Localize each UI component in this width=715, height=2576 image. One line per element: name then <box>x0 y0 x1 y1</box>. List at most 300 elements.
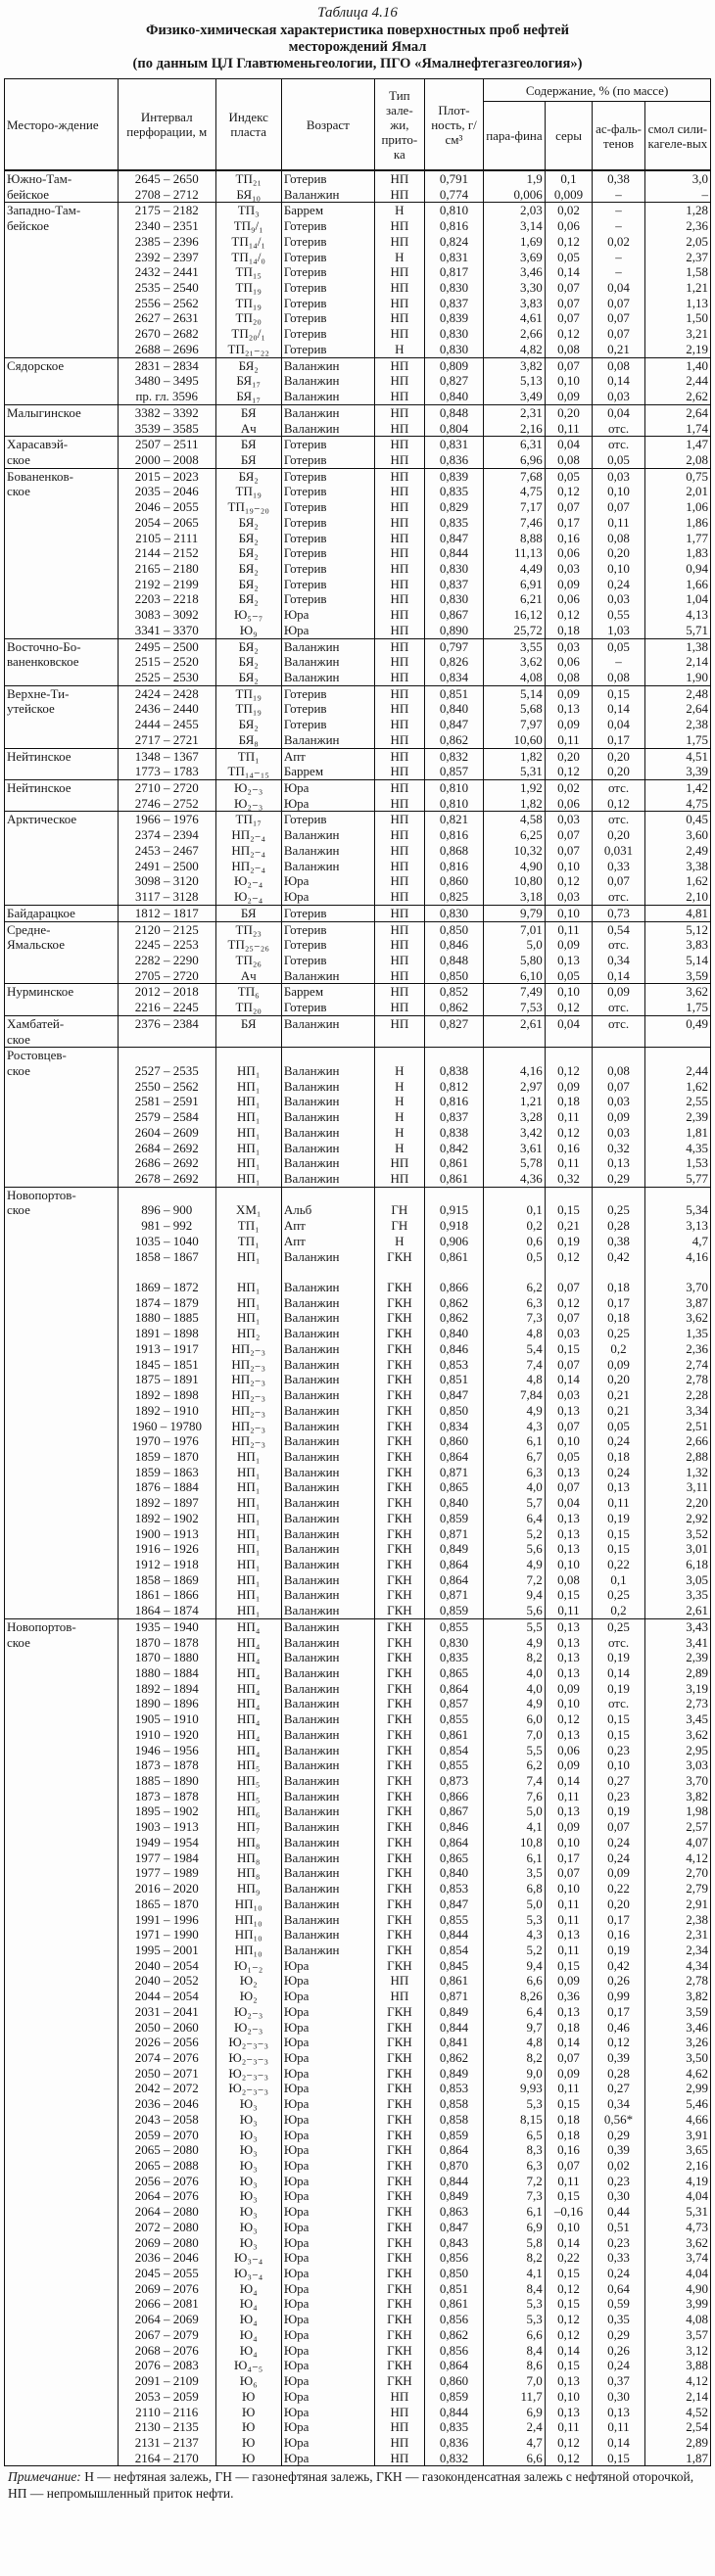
cell-sulfur: 0,14 <box>545 2235 593 2251</box>
cell-asphaltenes: 0,23 <box>593 2174 644 2189</box>
cell-paraffin: 8,2 <box>484 1650 546 1665</box>
cell-type: НП <box>374 968 424 984</box>
cell-field <box>5 1681 119 1697</box>
cell-type: ГКН <box>374 1927 424 1943</box>
cell-paraffin: 5,0 <box>484 937 546 953</box>
header-asphaltenes: ас-фаль-тенов <box>593 102 644 170</box>
cell-sulfur: 0,13 <box>545 2004 593 2020</box>
cell-index: НП₄ <box>215 1650 281 1665</box>
cell-paraffin: 5,13 <box>484 373 546 389</box>
table-row <box>5 607 711 623</box>
cell-paraffin: 4,9 <box>484 1635 546 1651</box>
cell-field: ское <box>5 1063 119 1079</box>
table-row <box>5 905 711 921</box>
cell-paraffin: 9,79 <box>484 905 546 921</box>
cell-index: НП₁ <box>215 1155 281 1171</box>
cell-paraffin: 6,91 <box>484 577 546 592</box>
cell-density: 0,844 <box>424 2020 483 2036</box>
cell-interval: 1873 – 1878 <box>118 1757 215 1773</box>
cell-resins: 4,90 <box>644 2281 710 2297</box>
cell-asphaltenes: 0,44 <box>593 2204 644 2220</box>
cell-asphaltenes: 0,19 <box>593 1681 644 1697</box>
cell-type: Н <box>374 1094 424 1109</box>
table-row <box>5 2250 711 2266</box>
cell-paraffin: 7,6 <box>484 1789 546 1804</box>
cell-resins: 4,07 <box>644 1835 710 1850</box>
cell-resins: – <box>644 187 710 203</box>
cell-interval: 2067 – 2079 <box>118 2327 215 2343</box>
cell-interval: 1946 – 1956 <box>118 1743 215 1758</box>
cell-sulfur: 0,11 <box>545 2081 593 2096</box>
cell-type <box>374 1187 424 1202</box>
cell-asphaltenes: 0,28 <box>593 1218 644 1234</box>
cell-interval: 1892 – 1898 <box>118 1387 215 1403</box>
cell-asphaltenes: отс. <box>593 1696 644 1711</box>
cell-resins: 1,13 <box>644 296 710 311</box>
cell-interval: 3382 – 3392 <box>118 404 215 420</box>
cell-sulfur: 0,09 <box>545 685 593 701</box>
cell-resins: 1,75 <box>644 732 710 748</box>
cell-sulfur <box>545 1187 593 1202</box>
cell-field: Новопортов- <box>5 1618 119 1634</box>
cell-type: ГКН <box>374 2296 424 2312</box>
cell-resins: 2,61 <box>644 1603 710 1618</box>
cell-field <box>5 1881 119 1897</box>
cell-field <box>5 1341 119 1357</box>
cell-interval: 2064 – 2076 <box>118 2188 215 2204</box>
cell-index: БЯ₂ <box>215 638 281 654</box>
cell-type: НП <box>374 780 424 796</box>
cell-resins: 4,13 <box>644 607 710 623</box>
table-row <box>5 873 711 889</box>
cell-index: Ю₃₋₄ <box>215 2250 281 2266</box>
cell-index: БЯ₂ <box>215 654 281 670</box>
cell-age: Апт <box>281 748 374 764</box>
cell-type: ГКН <box>374 2343 424 2359</box>
cell-sulfur: 0,09 <box>545 1973 593 1989</box>
cell-sulfur: 0,13 <box>545 953 593 968</box>
cell-resins: 2,91 <box>644 1897 710 1912</box>
table-row <box>5 2066 711 2082</box>
cell-resins: 4,73 <box>644 2220 710 2235</box>
cell-asphaltenes: 0,04 <box>593 717 644 732</box>
table-row <box>5 1479 711 1495</box>
cell-index: НП₂₋₄ <box>215 827 281 843</box>
cell-field <box>5 2358 119 2373</box>
cell-interval: 2131 – 2137 <box>118 2435 215 2451</box>
cell-asphaltenes: 0,21 <box>593 1403 644 1419</box>
table-row <box>5 937 711 953</box>
cell-field <box>5 326 119 342</box>
cell-density: 0,830 <box>424 1635 483 1651</box>
cell-sulfur: 0,13 <box>545 1727 593 1743</box>
cell-paraffin: 4,75 <box>484 484 546 499</box>
cell-field: Байдарацкое <box>5 905 119 921</box>
cell-density: 0,855 <box>424 1618 483 1634</box>
cell-resins: 2,92 <box>644 1511 710 1526</box>
cell-age: Валанжин <box>281 1835 374 1850</box>
cell-resins: 3,62 <box>644 1727 710 1743</box>
cell-interval: 981 – 992 <box>118 1218 215 1234</box>
cell-asphaltenes: 0,25 <box>593 1326 644 1341</box>
cell-age: Юра <box>281 2327 374 2343</box>
cell-age: Валанжин <box>281 1897 374 1912</box>
cell-interval: 1859 – 1870 <box>118 1449 215 1465</box>
table-title-line1: Физико-химическая характеристика поверхностных проб нефтей <box>145 23 570 38</box>
cell-sulfur: 0,13 <box>545 1618 593 1634</box>
cell-asphaltenes: 0,14 <box>593 373 644 389</box>
cell-asphaltenes: отс. <box>593 889 644 905</box>
cell-type: НП <box>374 452 424 468</box>
cell-index: Ю₂₋₃ <box>215 780 281 796</box>
cell-interval: 1880 – 1885 <box>118 1310 215 1326</box>
cell-asphaltenes: 0,24 <box>593 2358 644 2373</box>
cell-field <box>5 1743 119 1758</box>
cell-interval: 2203 – 2218 <box>118 591 215 607</box>
cell-interval: 1900 – 1913 <box>118 1526 215 1542</box>
cell-age: Баррем <box>281 764 374 779</box>
cell-type: ГКН <box>374 1635 424 1651</box>
cell-field: Харасавэй- <box>5 437 119 452</box>
cell-density: 0,864 <box>424 1572 483 1588</box>
table-row <box>5 326 711 342</box>
cell-paraffin: 3,83 <box>484 296 546 311</box>
cell-age: Готерив <box>281 218 374 234</box>
cell-index: НП₁ <box>215 1465 281 1480</box>
cell-age: Готерив <box>281 326 374 342</box>
table-title-line2: месторождений Ямал <box>288 39 427 55</box>
cell-index <box>215 1264 281 1280</box>
cell-interval: 2556 – 2562 <box>118 296 215 311</box>
cell-index: Ю₂₋₃₋₃ <box>215 2050 281 2066</box>
cell-sulfur: 0,07 <box>545 1865 593 1881</box>
cell-index: Ю₂₋₃ <box>215 796 281 812</box>
cell-index: НП₅ <box>215 1789 281 1804</box>
cell-index: НП₁₀ <box>215 1927 281 1943</box>
table-row <box>5 1094 711 1109</box>
cell-field <box>5 2235 119 2251</box>
cell-interval: 2031 – 2041 <box>118 2004 215 2020</box>
cell-paraffin: 5,3 <box>484 1912 546 1928</box>
cell-density: 0,831 <box>424 250 483 265</box>
cell-field <box>5 1218 119 1234</box>
cell-type: НП <box>374 561 424 577</box>
cell-field <box>5 1665 119 1681</box>
cell-field <box>5 1280 119 1295</box>
cell-density: 0,861 <box>424 1155 483 1171</box>
cell-density: 0,851 <box>424 685 483 701</box>
cell-paraffin: 4,3 <box>484 1419 546 1434</box>
cell-age: Готерив <box>281 280 374 296</box>
cell-interval: 2515 – 2520 <box>118 654 215 670</box>
cell-field <box>5 2343 119 2359</box>
cell-resins: 5,46 <box>644 2096 710 2112</box>
cell-age: Юра <box>281 2235 374 2251</box>
table-row <box>5 591 711 607</box>
cell-density: 0,830 <box>424 326 483 342</box>
cell-asphaltenes: 0,26 <box>593 2343 644 2359</box>
cell-sulfur: 0,14 <box>545 2035 593 2050</box>
cell-paraffin: 1,82 <box>484 748 546 764</box>
cell-resins: 1,04 <box>644 591 710 607</box>
cell-resins: 3,35 <box>644 1587 710 1603</box>
cell-type: НП <box>374 545 424 561</box>
cell-density: 0,774 <box>424 187 483 203</box>
cell-paraffin: 5,0 <box>484 1803 546 1819</box>
cell-density: 0,840 <box>424 1865 483 1881</box>
cell-interval: 2065 – 2088 <box>118 2158 215 2174</box>
cell-field <box>5 2451 119 2466</box>
cell-type: ГКН <box>374 1419 424 1434</box>
cell-field: ское <box>5 452 119 468</box>
cell-asphaltenes: 0,19 <box>593 1943 644 1958</box>
cell-age: Готерив <box>281 250 374 265</box>
cell-paraffin: 7,4 <box>484 1357 546 1373</box>
cell-sulfur: 0,13 <box>545 1403 593 1419</box>
cell-asphaltenes: 0,25 <box>593 1202 644 1218</box>
cell-density: 0,862 <box>424 2050 483 2066</box>
table-row <box>5 2174 711 2189</box>
cell-index: НП₂₋₃ <box>215 1372 281 1387</box>
cell-type: НП <box>374 591 424 607</box>
cell-type: ГКН <box>374 2250 424 2266</box>
cell-interval: 2040 – 2054 <box>118 1958 215 1974</box>
cell-resins: 0,94 <box>644 561 710 577</box>
cell-age: Готерив <box>281 342 374 357</box>
cell-asphaltenes: 0,07 <box>593 1819 644 1835</box>
cell-age: Валанжин <box>281 1125 374 1141</box>
cell-field <box>5 2281 119 2297</box>
table-row <box>5 2296 711 2312</box>
cell-interval: 2670 – 2682 <box>118 326 215 342</box>
cell-field <box>5 968 119 984</box>
table-row <box>5 2343 711 2359</box>
cell-field <box>5 1696 119 1711</box>
cell-field <box>5 1711 119 1727</box>
cell-interval: 1864 – 1874 <box>118 1603 215 1618</box>
cell-index: НП₁ <box>215 1449 281 1465</box>
table-row <box>5 1541 711 1557</box>
cell-density: 0,854 <box>424 1743 483 1758</box>
cell-paraffin: 7,17 <box>484 499 546 515</box>
cell-sulfur: 0,06 <box>545 796 593 812</box>
cell-resins: 2,28 <box>644 1387 710 1403</box>
cell-type: ГКН <box>374 1789 424 1804</box>
cell-interval: 1977 – 1984 <box>118 1850 215 1866</box>
cell-field <box>5 1295 119 1311</box>
table-row <box>5 1958 711 1974</box>
cell-sulfur: 0,10 <box>545 1696 593 1711</box>
cell-paraffin: 11,7 <box>484 2389 546 2405</box>
cell-sulfur: 0,06 <box>545 1743 593 1758</box>
cell-age: Готерив <box>281 531 374 546</box>
table-row <box>5 859 711 874</box>
cell-paraffin: 11,13 <box>484 545 546 561</box>
cell-interval: 1812 – 1817 <box>118 905 215 921</box>
table-row <box>5 1635 711 1651</box>
table-row <box>5 2204 711 2220</box>
cell-type: ГКН <box>374 2004 424 2020</box>
cell-paraffin: 5,31 <box>484 764 546 779</box>
cell-paraffin: 3,28 <box>484 1109 546 1125</box>
cell-paraffin: 5,7 <box>484 1495 546 1511</box>
cell-paraffin: 5,0 <box>484 1897 546 1912</box>
cell-asphaltenes: 0,18 <box>593 1280 644 1295</box>
cell-sulfur: 0,09 <box>545 1079 593 1095</box>
table-row <box>5 1757 711 1773</box>
table-row <box>5 1650 711 1665</box>
cell-interval: 1892 – 1897 <box>118 1495 215 1511</box>
cell-type: НП <box>374 218 424 234</box>
cell-asphaltenes: 0,09 <box>593 984 644 1000</box>
cell-age: Валанжин <box>281 1326 374 1341</box>
cell-asphaltenes: 0,55 <box>593 607 644 623</box>
cell-interval: 2066 – 2081 <box>118 2296 215 2312</box>
cell-resins: 2,99 <box>644 2081 710 2096</box>
table-row <box>5 623 711 638</box>
table-row <box>5 1511 711 1526</box>
cell-resins: 2,34 <box>644 1943 710 1958</box>
cell-density: 0,861 <box>424 1973 483 1989</box>
cell-age <box>281 1264 374 1280</box>
table-row <box>5 373 711 389</box>
table-row <box>5 764 711 779</box>
cell-density: 0,849 <box>424 2188 483 2204</box>
table-row <box>5 250 711 265</box>
cell-interval: 2507 – 2511 <box>118 437 215 452</box>
header-paraffin: пара-фина <box>484 102 546 170</box>
cell-age: Готерив <box>281 234 374 250</box>
cell-age: Готерив <box>281 171 374 187</box>
cell-index: БЯ <box>215 452 281 468</box>
cell-resins: 3,05 <box>644 1572 710 1588</box>
cell-interval: 2056 – 2076 <box>118 2174 215 2189</box>
table-row <box>5 280 711 296</box>
cell-density: 0,859 <box>424 1603 483 1618</box>
cell-index: Ю₂ <box>215 1989 281 2004</box>
table-row <box>5 812 711 827</box>
cell-resins <box>644 1048 710 1063</box>
table-row <box>5 1109 711 1125</box>
cell-interval: 1873 – 1878 <box>118 1789 215 1804</box>
cell-field <box>5 421 119 437</box>
cell-resins: 1,47 <box>644 437 710 452</box>
cell-interval: 2043 – 2058 <box>118 2112 215 2128</box>
cell-asphaltenes: 0,13 <box>593 1155 644 1171</box>
cell-resins: 3,0 <box>644 171 710 187</box>
cell-type: ГКН <box>374 1681 424 1697</box>
cell-field <box>5 499 119 515</box>
table-row <box>5 171 711 187</box>
cell-field <box>5 859 119 874</box>
cell-field: Южно-Там- <box>5 171 119 187</box>
cell-type: ГКН <box>374 1326 424 1341</box>
cell-age: Валанжин <box>281 1094 374 1109</box>
cell-sulfur: 0,11 <box>545 1943 593 1958</box>
cell-density: 0,862 <box>424 1310 483 1326</box>
cell-field <box>5 2035 119 2050</box>
cell-field: Сядорское <box>5 357 119 373</box>
cell-field <box>5 1819 119 1835</box>
cell-field <box>5 250 119 265</box>
cell-interval: 1892 – 1894 <box>118 1681 215 1697</box>
cell-density: 0,852 <box>424 984 483 1000</box>
cell-density: 0,832 <box>424 2451 483 2466</box>
cell-age: Юра <box>281 2066 374 2082</box>
table-row <box>5 1295 711 1311</box>
cell-sulfur: 0,03 <box>545 1326 593 1341</box>
table-row <box>5 203 711 218</box>
cell-paraffin: 8,2 <box>484 2250 546 2266</box>
cell-type: ГН <box>374 1218 424 1234</box>
table-row <box>5 1310 711 1326</box>
cell-field <box>5 2174 119 2189</box>
cell-asphaltenes: 0,24 <box>593 577 644 592</box>
cell-asphaltenes: 0,33 <box>593 2250 644 2266</box>
cell-sulfur: 0,02 <box>545 780 593 796</box>
cell-paraffin: 6,2 <box>484 1757 546 1773</box>
cell-resins: 3,83 <box>644 937 710 953</box>
cell-age: Валанжин <box>281 1587 374 1603</box>
cell-sulfur: 0,13 <box>545 1665 593 1681</box>
cell-resins: 4,12 <box>644 2373 710 2389</box>
cell-field: Новопортов- <box>5 1187 119 1202</box>
cell-sulfur: 0,11 <box>545 1897 593 1912</box>
cell-type: ГКН <box>374 1372 424 1387</box>
cell-paraffin: 6,0 <box>484 1711 546 1727</box>
cell-asphaltenes: 0,07 <box>593 296 644 311</box>
cell-index: Ю₁₋₂ <box>215 1958 281 1974</box>
cell-density: 0,830 <box>424 342 483 357</box>
cell-paraffin: 8,3 <box>484 2142 546 2158</box>
cell-interval: 2340 – 2351 <box>118 218 215 234</box>
cell-index: НП₁ <box>215 1541 281 1557</box>
cell-age: Готерив <box>281 515 374 531</box>
cell-resins: 2,89 <box>644 2435 710 2451</box>
cell-asphaltenes: отс. <box>593 937 644 953</box>
cell-type: ГКН <box>374 1850 424 1866</box>
cell-paraffin: 0,006 <box>484 187 546 203</box>
cell-paraffin: 6,4 <box>484 2004 546 2020</box>
cell-index: НП₈ <box>215 1835 281 1850</box>
cell-age: Валанжин <box>281 1479 374 1495</box>
cell-paraffin: 3,55 <box>484 638 546 654</box>
cell-resins: 2,38 <box>644 717 710 732</box>
cell-paraffin: 6,6 <box>484 1973 546 1989</box>
cell-type: ГКН <box>374 1387 424 1403</box>
cell-resins: 2,64 <box>644 404 710 420</box>
cell-paraffin: 6,96 <box>484 452 546 468</box>
table-row <box>5 2327 711 2343</box>
table-row <box>5 1000 711 1015</box>
cell-index: Ач <box>215 968 281 984</box>
cell-asphaltenes: 0,15 <box>593 1727 644 1743</box>
cell-paraffin: 7,46 <box>484 515 546 531</box>
cell-index: ТП₂₅₋₂₆ <box>215 937 281 953</box>
cell-index: Ю₄ <box>215 2327 281 2343</box>
cell-resins: 5,31 <box>644 2204 710 2220</box>
cell-index: Ю₆ <box>215 2373 281 2389</box>
cell-index: Ю₃ <box>215 2174 281 2189</box>
cell-index: БЯ <box>215 1015 281 1031</box>
cell-field <box>5 1465 119 1480</box>
cell-paraffin: 4,0 <box>484 1665 546 1681</box>
cell-index: НП₂₋₃ <box>215 1403 281 1419</box>
cell-sulfur: 0,20 <box>545 404 593 420</box>
cell-asphaltenes: 0,24 <box>593 1835 644 1850</box>
cell-index: БЯ₈ <box>215 732 281 748</box>
cell-field: ваненковское <box>5 654 119 670</box>
